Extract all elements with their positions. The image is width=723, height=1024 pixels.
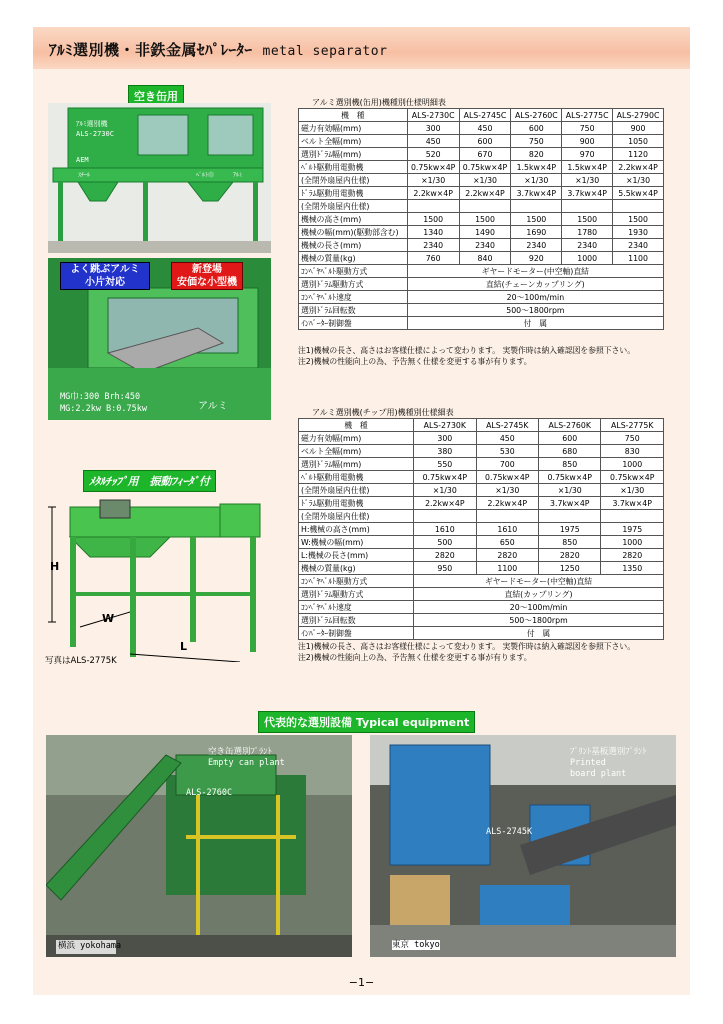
table-cell: (全閉外扇屋内仕様) — [299, 174, 408, 187]
table-row — [299, 614, 664, 627]
table-row — [299, 265, 664, 278]
table-cell: 5.5kw×4P — [613, 187, 664, 200]
dimension-h-label: H — [50, 560, 60, 573]
table-cell: 1250 — [539, 562, 601, 575]
callout-small-pieces: よく跳ぶアルミ 小片対応 — [60, 262, 150, 290]
table-cell: 1500 — [613, 213, 664, 226]
table-row — [299, 200, 664, 213]
table-row — [299, 317, 664, 330]
table1-note-2: 注2)機械の性能向上の為、予告無く仕様を変更する事が有ります。 — [298, 357, 532, 366]
table2-caption: アルミ選別機(チップ用)機種別仕様細表 — [312, 408, 454, 417]
table-cell: 直結(チェーンカップリング) — [407, 278, 663, 291]
table-cell: 3.7kw×4P — [539, 497, 601, 510]
table1-note-1: 注1)機械の長さ、高さはお客様仕様によって変わります。 実製作時は納入確認図を参照下さい。 — [298, 346, 636, 355]
table-cell — [414, 510, 476, 523]
table-cell: 530 — [476, 445, 538, 458]
table-cell: 3.7kw×4P — [562, 187, 613, 200]
chip-use-label: ﾒﾀﾙﾁｯﾌﾟ用 振動ﾌｨｰﾀﾞ付 — [83, 470, 216, 492]
table-cell — [459, 200, 511, 213]
table-cell: 1100 — [613, 252, 664, 265]
table-cell: 1000 — [601, 458, 664, 471]
table-cell — [539, 510, 601, 523]
table-cell: 1690 — [511, 226, 562, 239]
table-cell: ﾄﾞﾗﾑ駆動用電動機 — [299, 497, 414, 510]
table-cell: 1975 — [539, 523, 601, 536]
tokyo-plant-drawing — [370, 735, 676, 957]
table-cell: 450 — [459, 122, 511, 135]
table-cell: 1.5kw×4P — [511, 161, 562, 174]
table-row — [299, 510, 664, 523]
table-cell: ﾍﾞﾙﾄ駆動用電動機 — [299, 471, 414, 484]
table-header-cell: ALS-2745K — [476, 419, 538, 432]
table-cell: 1100 — [476, 562, 538, 575]
yokohama-plant-jp: 空き缶選別ﾌﾟﾗﾝﾄ — [208, 747, 272, 757]
table-row — [299, 588, 664, 601]
table-cell: ×1/30 — [511, 174, 562, 187]
table-row — [299, 213, 664, 226]
table-cell — [476, 510, 538, 523]
table-cell: 20～100m/min — [414, 601, 664, 614]
table-cell: 750 — [511, 135, 562, 148]
table-cell: 機械の質量(kg) — [299, 562, 414, 575]
table-cell: 1490 — [459, 226, 511, 239]
table-cell: 機械の質量(kg) — [299, 252, 408, 265]
table-cell: 950 — [414, 562, 476, 575]
table-cell: 900 — [613, 122, 664, 135]
table-cell: 機械の長さ(mm) — [299, 239, 408, 252]
table-row — [299, 187, 664, 200]
table-cell: 1.5kw×4P — [562, 161, 613, 174]
table-row — [299, 278, 664, 291]
table-cell: 2.2kw×4P — [613, 161, 664, 174]
table-row — [299, 161, 664, 174]
table-cell: 機械の高さ(mm) — [299, 213, 408, 226]
can-use-label: 空き缶用 — [128, 85, 184, 107]
table-cell: 820 — [511, 148, 562, 161]
table-cell: 0.75kw×4P — [459, 161, 511, 174]
table-cell: 20～100m/min — [407, 291, 663, 304]
table-row — [299, 432, 664, 445]
table-header-cell: ALS-2730K — [414, 419, 476, 432]
table-cell: L:機械の長さ(mm) — [299, 549, 414, 562]
table-cell: 2340 — [511, 239, 562, 252]
table-cell: 670 — [459, 148, 511, 161]
table-cell: 500～1800rpm — [414, 614, 664, 627]
table-row — [299, 226, 664, 239]
table-row — [299, 239, 664, 252]
table-cell: 1350 — [601, 562, 664, 575]
table-header-cell: ALS-2775K — [601, 419, 664, 432]
table-cell: 2340 — [613, 239, 664, 252]
table-cell — [601, 510, 664, 523]
table-cell: 2340 — [459, 239, 511, 252]
table-cell: ｺﾝﾍﾞﾔﾍﾞﾙﾄ駆動方式 — [299, 265, 408, 278]
table-header-cell: 機 種 — [299, 419, 414, 432]
table-cell: 0.75kw×4P — [407, 161, 459, 174]
table-row — [299, 174, 664, 187]
table-cell: 2.2kw×4P — [476, 497, 538, 510]
table-row — [299, 304, 664, 317]
chip-machine-drawing — [40, 492, 280, 662]
tokyo-plant-jp: ﾌﾟﾘﾝﾄ基板選別ﾌﾟﾗﾝﾄ — [570, 747, 647, 757]
table-row — [299, 536, 664, 549]
table-cell: 選別ﾄﾞﾗﾑ幅(mm) — [299, 458, 414, 471]
table-cell: ベルト全幅(mm) — [299, 445, 414, 458]
table-header-cell: ALS-2775C — [562, 109, 613, 122]
table-cell: 760 — [407, 252, 459, 265]
photo-note: 写真はALS-2775K — [45, 656, 117, 666]
yokohama-plant-drawing — [46, 735, 352, 957]
table-row — [299, 148, 664, 161]
table-header-cell: ALS-2730C — [407, 109, 459, 122]
table-cell: ×1/30 — [601, 484, 664, 497]
table-cell — [613, 200, 664, 213]
table-cell: (全閉外扇屋内仕様) — [299, 484, 414, 497]
machine-side-label-2: ﾍﾞﾙﾄ巾 — [196, 172, 215, 179]
page-header — [33, 27, 690, 69]
table-cell: 0.75kw×4P — [601, 471, 664, 484]
table-cell — [511, 200, 562, 213]
table-cell: 970 — [562, 148, 613, 161]
machine-model-text: ALS-2730C — [76, 130, 114, 138]
table-cell: 機械の幅(mm)(駆動部含む) — [299, 226, 408, 239]
table-header-cell: ALS-2745C — [459, 109, 511, 122]
table-cell: 1050 — [613, 135, 664, 148]
table-cell: ×1/30 — [613, 174, 664, 187]
table-cell: 520 — [407, 148, 459, 161]
yokohama-plant-photo — [46, 735, 352, 957]
table-cell: 600 — [511, 122, 562, 135]
table-cell: 650 — [476, 536, 538, 549]
table-cell: 830 — [601, 445, 664, 458]
table-row — [299, 122, 664, 135]
table2-note-1: 注1)機械の長さ、高さはお客様仕様によって変わります。 実製作時は納入確認図を参照下さい。 — [298, 642, 636, 651]
table-cell: (全閉外扇屋内仕様) — [299, 200, 408, 213]
table-row — [299, 471, 664, 484]
table-cell: 1000 — [562, 252, 613, 265]
table-header-cell: ALS-2760C — [511, 109, 562, 122]
table-cell: ｺﾝﾍﾞﾔﾍﾞﾙﾄ速度 — [299, 291, 408, 304]
table-cell: ×1/30 — [476, 484, 538, 497]
equipment-label: 代表的な選別設備 Typical equipment — [258, 711, 475, 733]
machine-side-label-3: ｱﾙﾐ — [233, 172, 243, 179]
table-cell: 2340 — [562, 239, 613, 252]
table-cell: 1340 — [407, 226, 459, 239]
table-cell: 1000 — [601, 536, 664, 549]
table-cell: 選別ﾄﾞﾗﾑ回転数 — [299, 304, 408, 317]
table-cell: 680 — [539, 445, 601, 458]
table-header-row — [299, 109, 664, 122]
table-cell: 1120 — [613, 148, 664, 161]
callout-new-model: 新登場 安価な小型機 — [171, 262, 243, 290]
table-cell: ﾍﾞﾙﾄ駆動用電動機 — [299, 161, 408, 174]
table-row — [299, 575, 664, 588]
table-row — [299, 458, 664, 471]
table-cell: 2820 — [414, 549, 476, 562]
chip-spec-table — [298, 418, 664, 640]
table-cell: 3.7kw×4P — [511, 187, 562, 200]
table-row — [299, 549, 664, 562]
table-header-cell: ALS-2790C — [613, 109, 664, 122]
table-cell: 選別ﾄﾞﾗﾑ回転数 — [299, 614, 414, 627]
table-cell: 550 — [414, 458, 476, 471]
table-row — [299, 523, 664, 536]
table-cell: 2820 — [601, 549, 664, 562]
table-cell: W:機械の幅(mm) — [299, 536, 414, 549]
table-cell: 1500 — [562, 213, 613, 226]
table-cell: 磁力有効幅(mm) — [299, 122, 408, 135]
table-cell: 920 — [511, 252, 562, 265]
table2-note-2: 注2)機械の性能向上の為、予告無く仕様を変更する事が有ります。 — [298, 653, 532, 662]
table-row — [299, 484, 664, 497]
table-cell: ｺﾝﾍﾞﾔﾍﾞﾙﾄ駆動方式 — [299, 575, 414, 588]
table-row — [299, 601, 664, 614]
table-header-cell: ALS-2760K — [539, 419, 601, 432]
tokyo-plant-photo — [370, 735, 676, 957]
can-machine-photo — [48, 103, 271, 253]
table-cell: 1610 — [414, 523, 476, 536]
table-cell: 300 — [407, 122, 459, 135]
table-cell: 1930 — [613, 226, 664, 239]
table-cell: 600 — [539, 432, 601, 445]
table-cell: 700 — [476, 458, 538, 471]
table-cell: ﾄﾞﾗﾑ駆動用電動機 — [299, 187, 408, 200]
table-cell: 1500 — [459, 213, 511, 226]
table-row — [299, 627, 664, 640]
table-cell: 750 — [601, 432, 664, 445]
table-cell: 1610 — [476, 523, 538, 536]
table-cell: ×1/30 — [414, 484, 476, 497]
table-header-cell: 機 種 — [299, 109, 408, 122]
photo2-spec-line2: MG:2.2kw B:0.75kw — [60, 404, 147, 414]
table-cell: 1975 — [601, 523, 664, 536]
table-cell: 直結(カップリング) — [414, 588, 664, 601]
table-cell: ×1/30 — [407, 174, 459, 187]
table-cell: H:機械の高さ(mm) — [299, 523, 414, 536]
table-cell: 500～1800rpm — [407, 304, 663, 317]
table-cell: 0.75kw×4P — [476, 471, 538, 484]
table-cell: 900 — [562, 135, 613, 148]
table-cell: 450 — [476, 432, 538, 445]
table-cell: 1500 — [407, 213, 459, 226]
tokyo-plant-en-1: Printed — [570, 758, 606, 768]
photo2-spec-line1: MG巾:300 Brh:450 — [60, 392, 141, 402]
table-cell: 付 属 — [407, 317, 663, 330]
table-cell: 750 — [562, 122, 613, 135]
table-cell: ｲﾝﾊﾞｰﾀｰ制御盤 — [299, 627, 414, 640]
table-cell: 600 — [459, 135, 511, 148]
table-cell: 0.75kw×4P — [539, 471, 601, 484]
table-cell: 850 — [539, 536, 601, 549]
table-row — [299, 497, 664, 510]
table-cell: ｲﾝﾊﾞｰﾀｰ制御盤 — [299, 317, 408, 330]
chip-machine-diagram — [40, 492, 280, 662]
yokohama-plant-model: ALS-2760C — [186, 788, 233, 798]
machine-side-label-1: ｽﾁｰﾙ — [78, 172, 91, 179]
table1-caption: アルミ選別機(缶用)機種別仕様明細表 — [312, 98, 446, 107]
can-spec-table — [298, 108, 664, 330]
table-row — [299, 562, 664, 575]
yokohama-plant-en: Empty can plant — [208, 758, 285, 768]
table-cell: ギヤードモーター(中空軸)直結 — [407, 265, 663, 278]
table-cell: 3.7kw×4P — [601, 497, 664, 510]
table-cell: ベルト全幅(mm) — [299, 135, 408, 148]
machine-brand-text: AEM — [76, 156, 89, 164]
table-cell: 2820 — [539, 549, 601, 562]
page-number: −1− — [348, 976, 375, 989]
table-cell: 選別ﾄﾞﾗﾑ駆動方式 — [299, 588, 414, 601]
table-cell: ×1/30 — [539, 484, 601, 497]
table-cell: 1780 — [562, 226, 613, 239]
table-header-row — [299, 419, 664, 432]
table-cell: ギヤードモーター(中空軸)直結 — [414, 575, 664, 588]
table-cell: ×1/30 — [562, 174, 613, 187]
table-cell: ｺﾝﾍﾞﾔﾍﾞﾙﾄ速度 — [299, 601, 414, 614]
table-cell: 2.2kw×4P — [459, 187, 511, 200]
table-cell: ×1/30 — [459, 174, 511, 187]
table-cell — [407, 200, 459, 213]
page-title: ｱﾙﾐ選別機・非鉄金属ｾﾊﾟﾚｰﾀｰ metal separator — [49, 41, 388, 59]
table-row — [299, 445, 664, 458]
table-cell: 380 — [414, 445, 476, 458]
table-cell: 850 — [539, 458, 601, 471]
table-cell: 付 属 — [414, 627, 664, 640]
table-cell: 450 — [407, 135, 459, 148]
yokohama-location: 横浜 yokohama — [58, 941, 122, 951]
dimension-l-label: L — [180, 640, 188, 653]
table-cell: 2.2kw×4P — [407, 187, 459, 200]
table-cell: 選別ﾄﾞﾗﾑ駆動方式 — [299, 278, 408, 291]
table-cell: 840 — [459, 252, 511, 265]
table-cell: (全閉外扇屋内仕様) — [299, 510, 414, 523]
dimension-w-label: W — [102, 612, 115, 625]
table-cell: 2.2kw×4P — [414, 497, 476, 510]
table-cell: 選別ﾄﾞﾗﾑ幅(mm) — [299, 148, 408, 161]
tokyo-plant-en-2: board plant — [570, 769, 627, 779]
table-row — [299, 291, 664, 304]
machine-plate-text: ｱﾙﾐ選別機 — [76, 120, 108, 128]
table-cell: 磁力有効幅(mm) — [299, 432, 414, 445]
table-cell: 300 — [414, 432, 476, 445]
table-row — [299, 135, 664, 148]
tokyo-plant-model: ALS-2745K — [486, 827, 533, 837]
table-cell: 2820 — [476, 549, 538, 562]
tokyo-location: 東京 tokyo — [392, 940, 440, 950]
table-cell: 500 — [414, 536, 476, 549]
table-row — [299, 252, 664, 265]
small-machine-photo — [48, 258, 271, 420]
table-cell — [562, 200, 613, 213]
table-cell: 1500 — [511, 213, 562, 226]
photo2-aluminum-mark: アルミ — [198, 401, 228, 412]
table-cell: 0.75kw×4P — [414, 471, 476, 484]
table-cell: 2340 — [407, 239, 459, 252]
